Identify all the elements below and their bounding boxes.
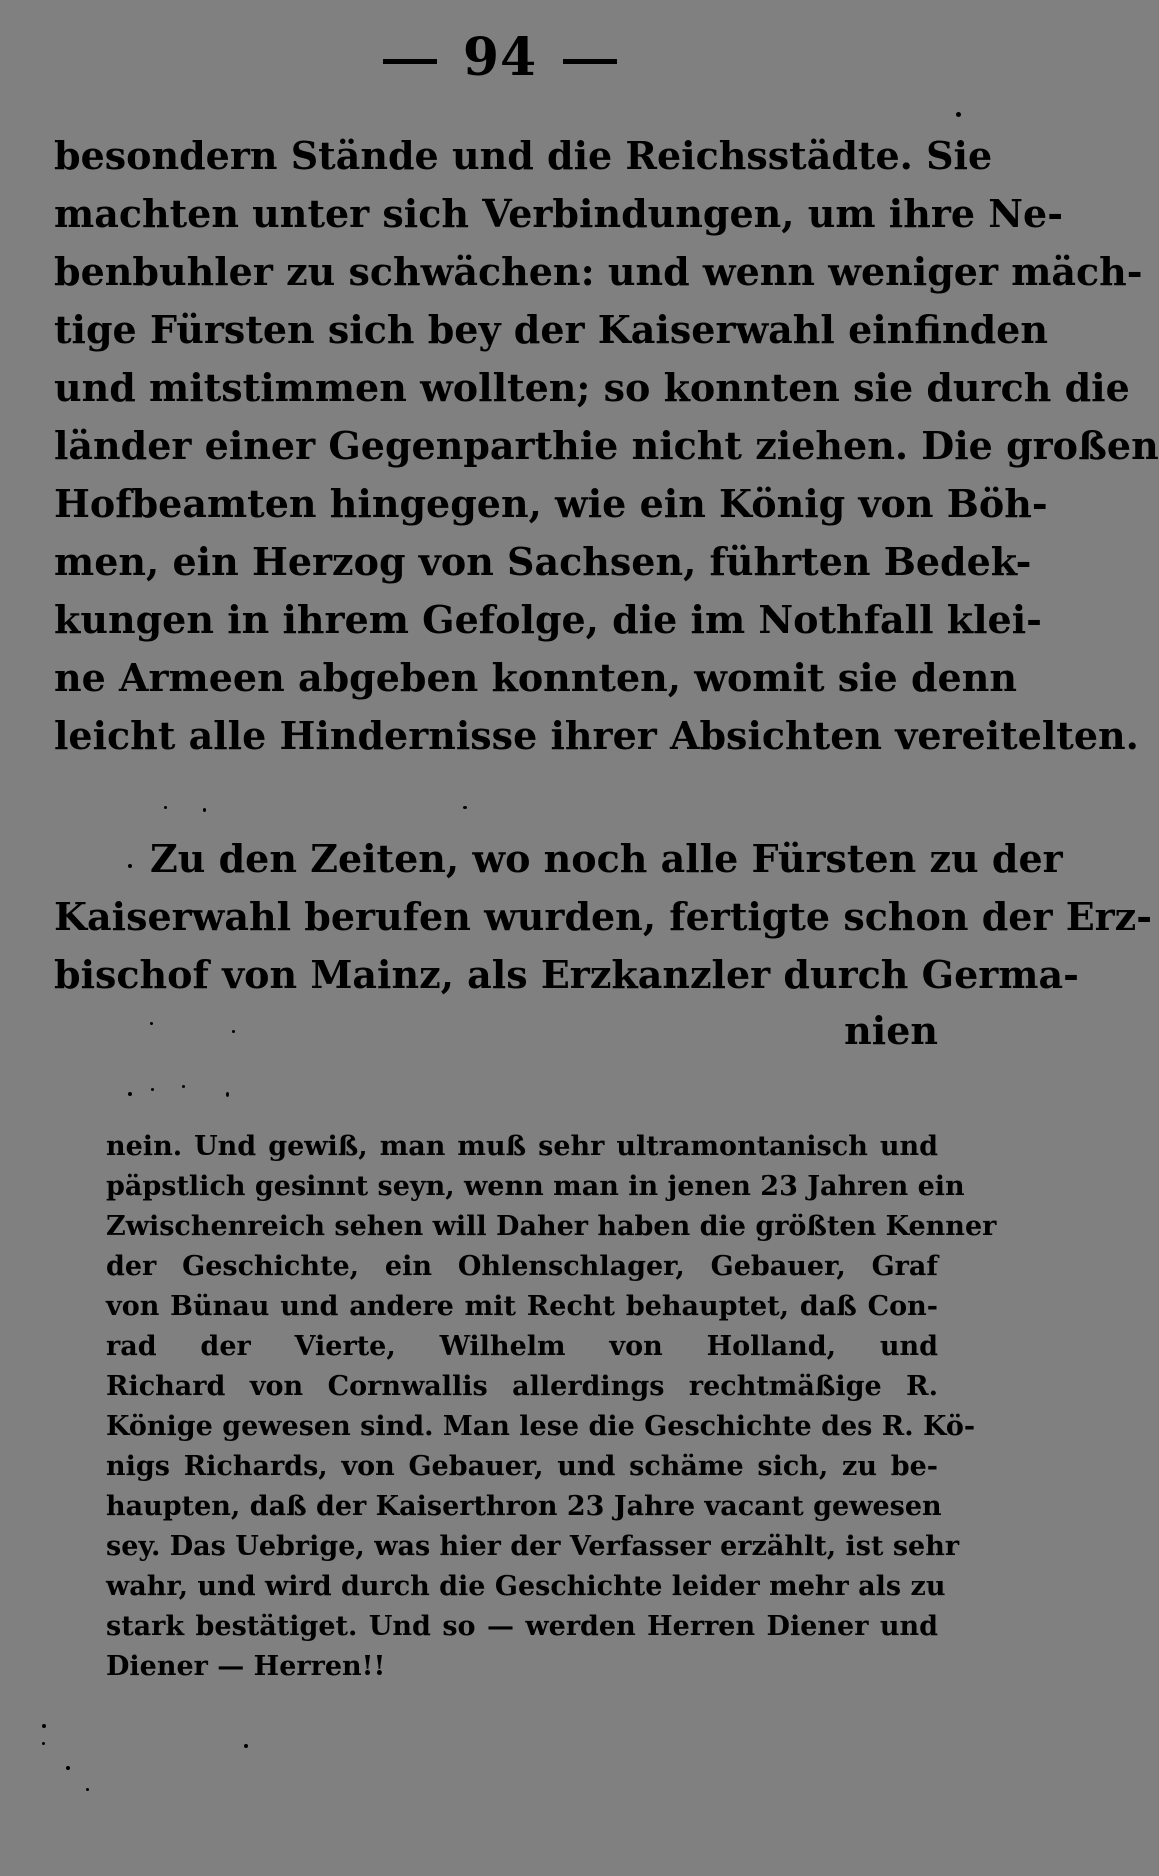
scan-speck xyxy=(128,864,132,868)
scan-speck xyxy=(203,808,206,812)
footnote xyxy=(106,1127,997,1687)
text-line: men, ein Herzog von Sachsen, führten Bedek- xyxy=(54,539,1032,584)
footnote-line: wahr, und wird durch die Geschichte leider mehr als zu xyxy=(106,1571,946,1602)
footnote-line: nigs Richards, von Gebauer, und schäme sich, zu be- xyxy=(106,1451,938,1482)
footnote-line: stark bestätiget. Und so — werden Herren Diener und xyxy=(106,1611,938,1642)
scan-speck xyxy=(128,1092,132,1096)
scan-speck xyxy=(182,1085,185,1088)
text-line: länder einer Gegenparthie nicht ziehen. Die großen xyxy=(54,423,1159,468)
text-line: Hofbeamten hingegen, wie ein König von Böh- xyxy=(54,481,1048,526)
footnote-line: Richard von Cornwallis allerdings rechtmäßige R. xyxy=(106,1371,938,1402)
scan-speck xyxy=(42,1724,46,1728)
scan-speck xyxy=(42,1742,45,1745)
scan-speck xyxy=(232,1030,235,1033)
footnote-line: sey. Das Uebrige, was hier der Verfasser erzählt, ist sehr xyxy=(106,1531,960,1562)
text-line: bischof von Mainz, als Erzkanzler durch Germa- xyxy=(54,952,1079,997)
scan-speck xyxy=(463,806,467,809)
scan-speck xyxy=(164,806,167,809)
text-line: kungen in ihrem Gefolge, die im Nothfall klei- xyxy=(54,597,1042,642)
second-paragraph xyxy=(54,830,1153,1004)
text-line: Zu den Zeiten, wo noch alle Fürsten zu der xyxy=(150,836,1063,881)
footnote-line: von Bünau und andere mit Recht behauptet, daß Con- xyxy=(106,1291,938,1322)
footnote-line: der Geschichte, ein Ohlenschlager, Gebauer, Graf xyxy=(106,1251,938,1282)
text-line: besondern Stände und die Reichsstädte. Sie xyxy=(54,133,993,178)
text-line: und mitstimmen wollten; so konnten sie durch die xyxy=(54,365,1130,410)
text-line: benbuhler zu schwächen: und wenn weniger mäch- xyxy=(54,249,1143,294)
scan-speck xyxy=(244,1744,248,1748)
scan-speck xyxy=(66,1766,70,1770)
main-paragraph xyxy=(54,127,1159,765)
header-dash-left xyxy=(383,59,437,64)
text-line: machten unter sich Verbindungen, um ihre Ne- xyxy=(54,191,1063,236)
scan-speck xyxy=(151,1088,154,1091)
text-line: leicht alle Hindernisse ihrer Absichten vereitelten. xyxy=(54,713,1139,758)
text-line: ne Armeen abgeben konnten, womit sie denn xyxy=(54,655,1017,700)
footnote-line: Diener — Herren!! xyxy=(106,1651,386,1682)
scan-speck xyxy=(150,1022,153,1025)
footnote-line: Könige gewesen sind. Man lese die Geschichte des R. Kö- xyxy=(106,1411,976,1442)
text-line: tige Fürsten sich bey der Kaiserwahl einfinden xyxy=(54,307,1048,352)
text-line: Kaiserwahl berufen wurden, fertigte schon der Erz- xyxy=(54,894,1153,939)
page-number: 94 xyxy=(462,27,538,88)
scan-speck xyxy=(226,1092,229,1097)
footnote-line: päpstlich gesinnt seyn, wenn man in jenen 23 Jahren ein xyxy=(106,1171,965,1202)
footnote-line: rad der Vierte, Wilhelm von Holland, und xyxy=(106,1331,938,1362)
page-header xyxy=(0,22,1000,94)
header-dash-right xyxy=(563,59,617,64)
catchword: nien xyxy=(844,1008,938,1053)
scan-speck xyxy=(86,1788,89,1791)
footnote-line: Zwischenreich sehen will Daher haben die größten Kenner xyxy=(106,1211,997,1242)
scan-speck xyxy=(956,112,961,117)
footnote-line: nein. Und gewiß, man muß sehr ultramontanisch und xyxy=(106,1131,938,1162)
footnote-line: haupten, daß der Kaiserthron 23 Jahre vacant gewesen xyxy=(106,1491,942,1522)
